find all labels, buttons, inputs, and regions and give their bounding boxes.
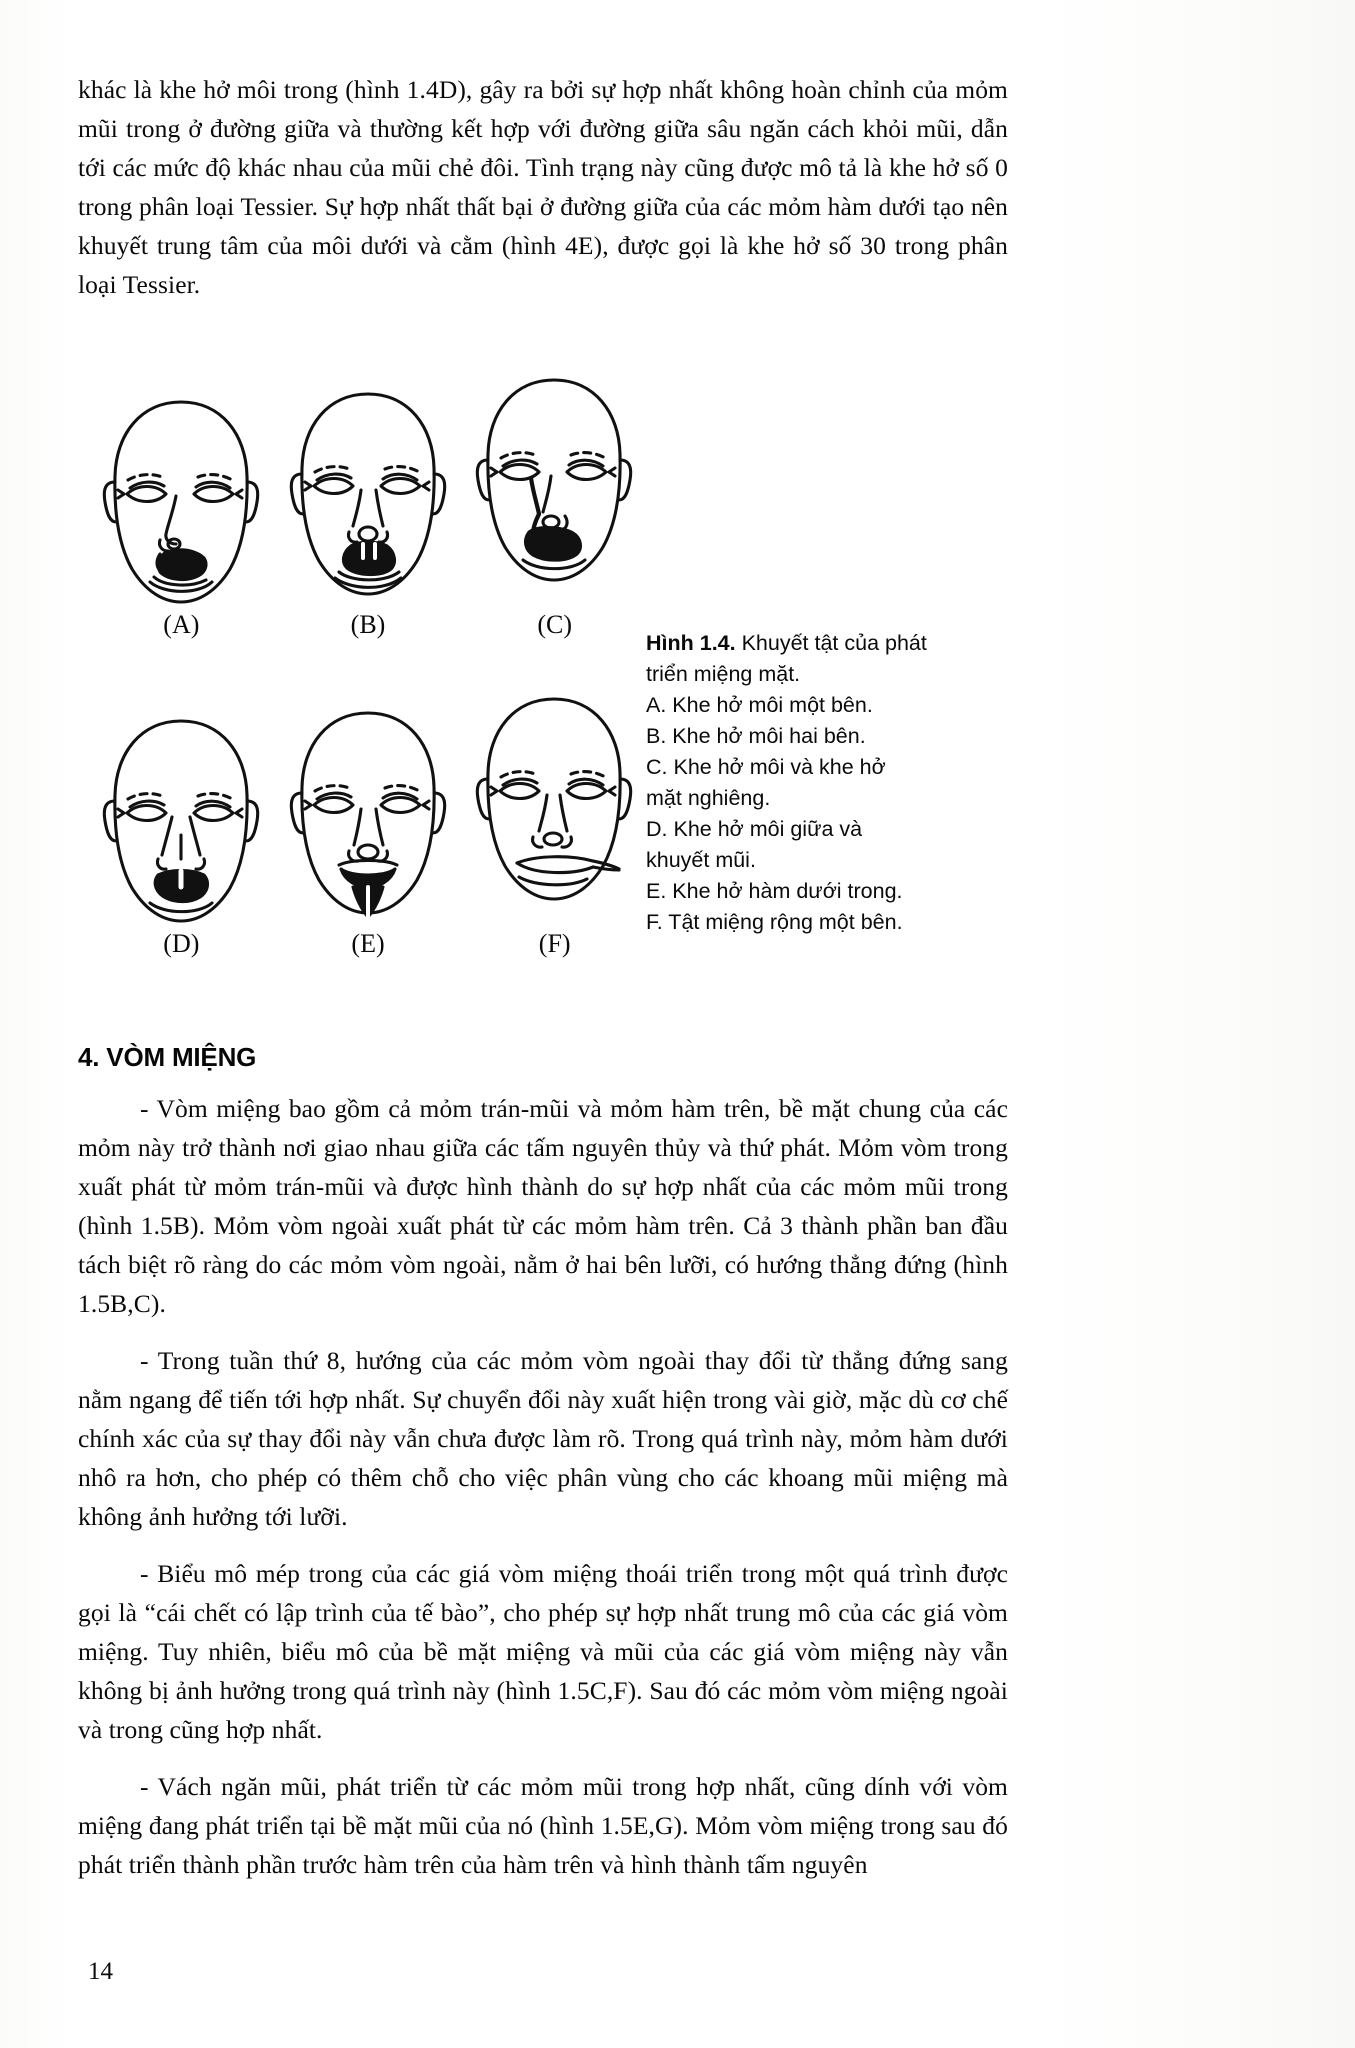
- figure-1-4: [78, 328, 1008, 1028]
- paragraph-bieu-mo: - Biểu mô mép trong của các giá vòm miệng thoái triển trong một quá trình được gọi là “cái chết có lập trình của tế bào”, cho phép sự hợp nhất trung mô của các giá vòm miệng. Tuy nhiên, biểu mô của bề mặt miệng và mũi của các giá vòm miệng này vẫn không bị ảnh hưởng trong quá trình này (hình 1.5C,F). Sau đó các mỏm vòm miệng ngoài và trong cũng hợp nhất.: [78, 1559, 1008, 1744]
- figure-row-top: [88, 328, 648, 641]
- caption-title-rest: Khuyết tật của phát: [735, 631, 927, 655]
- caption-item-c-cont: mặt nghiêng.: [646, 786, 771, 810]
- figure-label-e: (E): [351, 929, 385, 958]
- figure-label-b: (B): [350, 610, 386, 639]
- face-illustration-c: [467, 372, 642, 587]
- figure-caption: [646, 628, 946, 938]
- figure-label-d: (D): [163, 929, 200, 958]
- caption-line-2: triển miệng mặt.: [646, 662, 801, 686]
- paragraph-gap-1: [78, 1323, 1008, 1341]
- paragraph-intro: khác là khe hở môi trong (hình 1.4D), gây ra bởi sự hợp nhất không hoàn chỉnh của mỏm mũi trong ở đường giữa và thường kết hợp với đường giữa sâu ngăn cách khỏi mũi, dẫn tới các mức độ khác nhau của mũi chẻ đôi. Tình trạng này cũng được mô tả là khe hở số 0 trong phân loại Tessier. Sự hợp nhất thất bại ở đường giữa của các mỏm hàm dưới tạo nên khuyết trung tâm của môi dưới và cằm (hình 4E), được gọi là khe hở số 30 trong phân loại Tessier.: [78, 75, 1008, 299]
- caption-item-f: F. Tật miệng rộng một bên.: [646, 910, 903, 934]
- caption-figure-number: Hình 1.4.: [646, 631, 736, 655]
- caption-title-line: [646, 628, 946, 659]
- scan-edge-left: [0, 0, 70, 2048]
- paragraph-gap-2: [78, 1536, 1008, 1554]
- face-illustration-a: [94, 394, 269, 609]
- figure-panel-d: [88, 713, 275, 960]
- caption-item-d: D. Khe hở môi giữa và: [646, 817, 863, 841]
- face-illustration-b: [281, 386, 456, 601]
- caption-item-d-cont: khuyết mũi.: [646, 848, 756, 872]
- figure-label-f: (F): [538, 929, 571, 958]
- face-illustration-d: [94, 713, 269, 928]
- page-title: 4. VÒM MIỆNG: [78, 1042, 257, 1072]
- page-content: [78, 70, 1008, 1884]
- paragraph-vom-mieng: - Vòm miệng bao gồm cả mỏm trán-mũi và mỏm hàm trên, bề mặt chung của các mỏm này trở thành nơi giao nhau giữa các tấm nguyên thủy và thứ phát. Mỏm vòm trong xuất phát từ mỏm trán-mũi và được hình thành do sự hợp nhất của các mỏm mũi trong (hình 1.5B). Mỏm vòm ngoài xuất phát từ các mỏm hàm trên. Cả 3 thành phần ban đầu tách biệt rõ ràng do các mỏm vòm ngoài, nằm ở hai bên lưỡi, có hướng thẳng đứng (hình 1.5B,C).: [78, 1094, 1008, 1318]
- figure-label-a: (A): [163, 610, 200, 639]
- figure-row-bottom: [88, 647, 648, 960]
- paragraph-gap-3: [78, 1749, 1008, 1767]
- face-illustration-f: [467, 691, 642, 906]
- caption-item-c: C. Khe hở môi và khe hở: [646, 755, 886, 779]
- page-number: 14: [88, 1958, 113, 1985]
- caption-item-a: A. Khe hở môi một bên.: [646, 693, 873, 717]
- figure-panel-b: [275, 386, 462, 641]
- paragraph-vach-ngan-mui: - Vách ngăn mũi, phát triển từ các mỏm mũi trong hợp nhất, cũng dính với vòm miệng đang phát triển tại bề mặt mũi của nó (hình 1.5E,G). Mỏm vòm miệng trong sau đó phát triển thành phần trước hàm trên của hàm trên và hình thành tấm nguyên: [78, 1772, 1008, 1879]
- figure-panel-e: [275, 705, 462, 960]
- caption-item-e: E. Khe hở hàm dưới trong.: [646, 879, 903, 903]
- face-illustration-e: [281, 705, 456, 920]
- figure-panel-a: [88, 394, 275, 641]
- figure-panel-f: [461, 691, 648, 960]
- caption-item-b: B. Khe hở môi hai bên.: [646, 724, 866, 748]
- paragraph-tuan-thu-8: - Trong tuần thứ 8, hướng của các mỏm vòm ngoài thay đổi từ thẳng đứng sang nằm ngang để tiến tới hợp nhất. Sự chuyển đổi này xuất hiện trong vài giờ, mặc dù cơ chế chính xác của sự thay đổi này vẫn chưa được làm rõ. Trong quá trình này, mỏm hàm dưới nhô ra hơn, cho phép có thêm chỗ cho việc phân vùng cho các khoang mũi miệng mà không ảnh hưởng tới lưỡi.: [78, 1346, 1008, 1531]
- figure-panel-c: [461, 372, 648, 641]
- scan-edge-right: [1035, 0, 1355, 2048]
- figure-label-c: (C): [537, 610, 573, 639]
- figure-faces-grid: [88, 328, 648, 960]
